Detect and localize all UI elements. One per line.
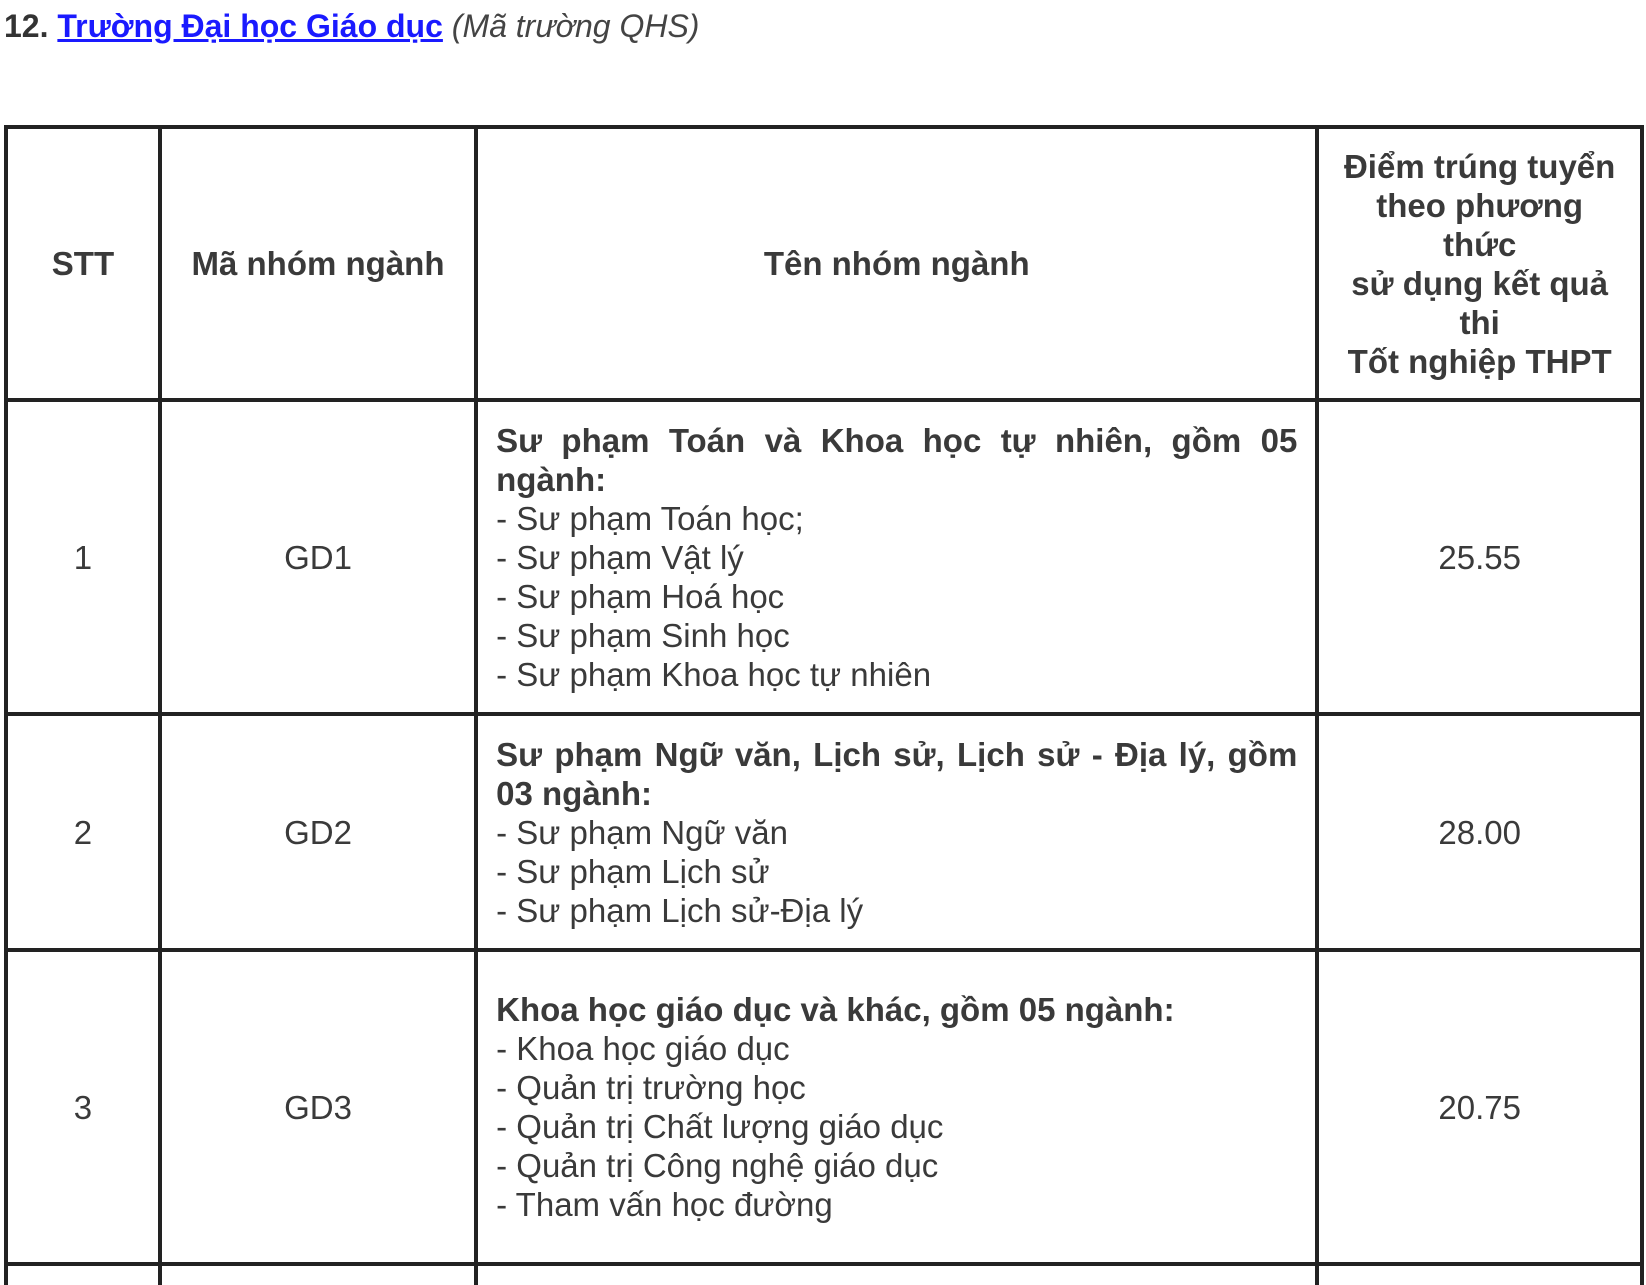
header-score-line: sử dụng kết quả bbox=[1351, 264, 1609, 302]
partial-cell bbox=[1317, 1264, 1642, 1285]
header-score bbox=[1317, 127, 1642, 400]
partial-cell bbox=[160, 1264, 476, 1285]
table-row bbox=[6, 950, 1642, 1264]
row-stt: 1 bbox=[6, 400, 160, 714]
row-score: 20.75 bbox=[1317, 950, 1642, 1264]
major-item: - Sư phạm Vật lý bbox=[496, 538, 744, 576]
header-group-code: Mã nhóm ngành bbox=[160, 127, 476, 400]
admission-table-container bbox=[4, 125, 1644, 1285]
section-heading bbox=[4, 4, 699, 48]
table-row bbox=[6, 400, 1642, 714]
group-title: Sư phạm Ngữ văn, Lịch sử, Lịch sử - Địa lý, gồm 03 ngành: bbox=[496, 735, 1298, 812]
major-item: - Quản trị Chất lượng giáo dục bbox=[496, 1108, 944, 1145]
group-title: Khoa học giáo dục và khác, gồm 05 ngành: bbox=[496, 991, 1175, 1028]
major-item: - Quản trị Công nghệ giáo dục bbox=[496, 1147, 939, 1184]
header-score-line: Điểm trúng tuyển bbox=[1343, 147, 1616, 185]
header-stt: STT bbox=[6, 127, 160, 400]
school-code: (Mã trường QHS) bbox=[451, 8, 700, 44]
table-row bbox=[6, 714, 1642, 950]
partial-cell bbox=[6, 1264, 160, 1285]
row-stt: 3 bbox=[6, 950, 160, 1264]
group-title: Sư phạm Toán và Khoa học tự nhiên, gồm 05 ngành: bbox=[496, 421, 1298, 498]
admission-score-table bbox=[4, 125, 1644, 1285]
header-score-line: theo phương bbox=[1376, 186, 1584, 224]
major-item: - Sư phạm Lịch sử-Địa lý bbox=[496, 891, 864, 929]
row-group-name bbox=[476, 400, 1317, 714]
major-item: - Sư phạm Hoá học bbox=[496, 577, 785, 615]
row-stt: 2 bbox=[6, 714, 160, 950]
table-header-row bbox=[6, 127, 1642, 400]
row-score: 25.55 bbox=[1317, 400, 1642, 714]
row-group-code: GD2 bbox=[160, 714, 476, 950]
major-item: - Sư phạm Ngữ văn bbox=[496, 813, 788, 851]
row-group-code: GD1 bbox=[160, 400, 476, 714]
row-score: 28.00 bbox=[1317, 714, 1642, 950]
major-item: - Tham vấn học đường bbox=[496, 1186, 833, 1223]
school-name-link[interactable]: Trường Đại học Giáo dục bbox=[57, 8, 443, 44]
table-row-partial bbox=[6, 1264, 1642, 1285]
major-item: - Sư phạm Toán học; bbox=[496, 499, 804, 537]
header-score-line: Tốt nghiệp THPT bbox=[1347, 342, 1612, 380]
header-score-line: thi bbox=[1459, 303, 1500, 341]
header-group-name: Tên nhóm ngành bbox=[476, 127, 1317, 400]
header-score-line: thức bbox=[1442, 225, 1517, 263]
major-item: - Sư phạm Lịch sử bbox=[496, 852, 770, 890]
row-group-name bbox=[476, 714, 1317, 950]
section-number: 12. bbox=[4, 8, 49, 44]
partial-cell bbox=[476, 1264, 1317, 1285]
major-item: - Quản trị trường học bbox=[496, 1069, 806, 1106]
row-group-code: GD3 bbox=[160, 950, 476, 1264]
row-group-name bbox=[476, 950, 1317, 1264]
major-item: - Khoa học giáo dục bbox=[496, 1030, 790, 1067]
major-item: - Sư phạm Khoa học tự nhiên bbox=[496, 655, 932, 693]
major-item: - Sư phạm Sinh học bbox=[496, 616, 790, 654]
